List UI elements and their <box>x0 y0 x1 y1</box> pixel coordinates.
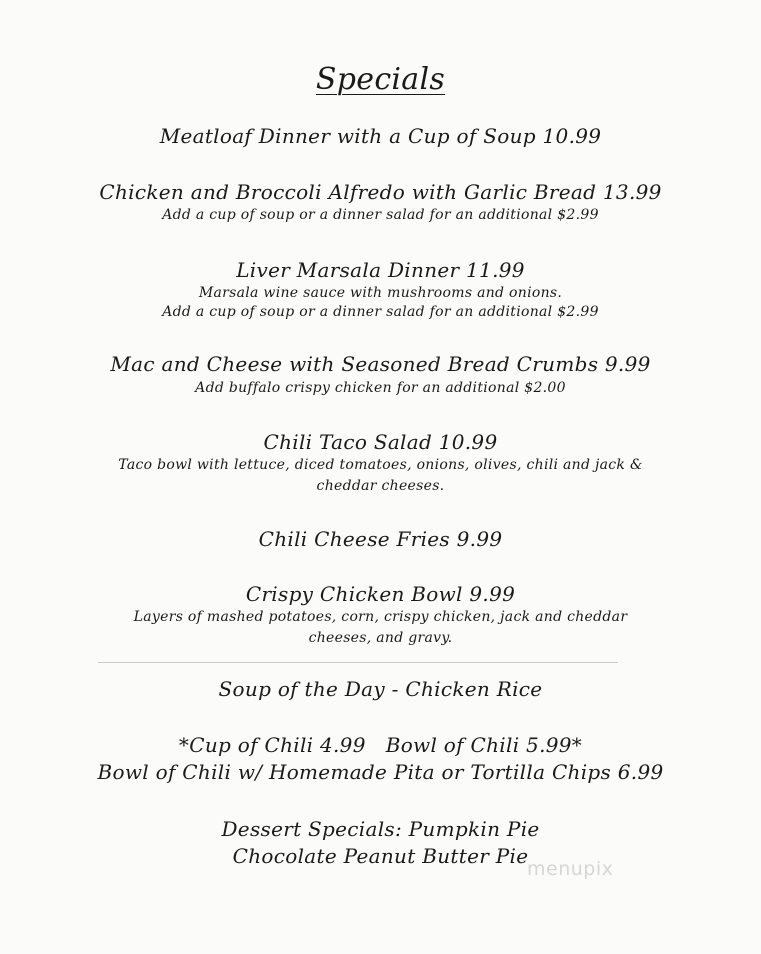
dessert-specials: Dessert Specials: Pumpkin Pie <box>221 817 540 841</box>
special-item-taco-salad-desc-2: cheddar cheeses. <box>316 478 445 494</box>
soup-of-the-day: Soup of the Day - Chicken Rice <box>218 677 543 701</box>
chili-with-chips: Bowl of Chili w/ Homemade Pita or Tortilla Chips 6.99 <box>97 760 664 784</box>
special-item-chicken-bowl-desc-2: cheeses, and gravy. <box>308 630 453 646</box>
special-item-chicken-bowl: Crispy Chicken Bowl 9.99 <box>245 582 516 606</box>
special-item-alfredo-desc: Add a cup of soup or a dinner salad for an additional $2.99 <box>162 207 599 223</box>
special-item-alfredo: Chicken and Broccoli Alfredo with Garlic Bread 13.99 <box>99 180 662 204</box>
special-item-liver-desc-1: Marsala wine sauce with mushrooms and onions. <box>198 285 563 301</box>
special-item-chili-fries: Chili Cheese Fries 9.99 <box>258 527 503 551</box>
section-divider <box>98 662 618 663</box>
page-title: Specials <box>315 62 446 97</box>
special-item-taco-salad-desc-1: Taco bowl with lettuce, diced tomatoes, onions, olives, chili and jack & <box>118 457 643 473</box>
special-item-chicken-bowl-desc-1: Layers of mashed potatoes, corn, crispy chicken, jack and cheddar <box>133 609 628 625</box>
special-item-mac-cheese-desc: Add buffalo crispy chicken for an additional $2.00 <box>195 380 566 396</box>
special-item-mac-cheese: Mac and Cheese with Seasoned Bread Crumbs 9.99 <box>110 352 651 376</box>
menupix-watermark: menupix <box>527 858 614 880</box>
special-item-meatloaf: Meatloaf Dinner with a Cup of Soup 10.99 <box>159 124 602 148</box>
special-item-liver-desc-2: Add a cup of soup or a dinner salad for an additional $2.99 <box>162 304 599 320</box>
dessert-pie: Chocolate Peanut Butter Pie <box>232 844 529 868</box>
special-item-taco-salad: Chili Taco Salad 10.99 <box>263 430 498 454</box>
special-item-liver: Liver Marsala Dinner 11.99 <box>236 258 525 282</box>
chili-cup-bowl: *Cup of Chili 4.99 Bowl of Chili 5.99* <box>178 733 583 757</box>
